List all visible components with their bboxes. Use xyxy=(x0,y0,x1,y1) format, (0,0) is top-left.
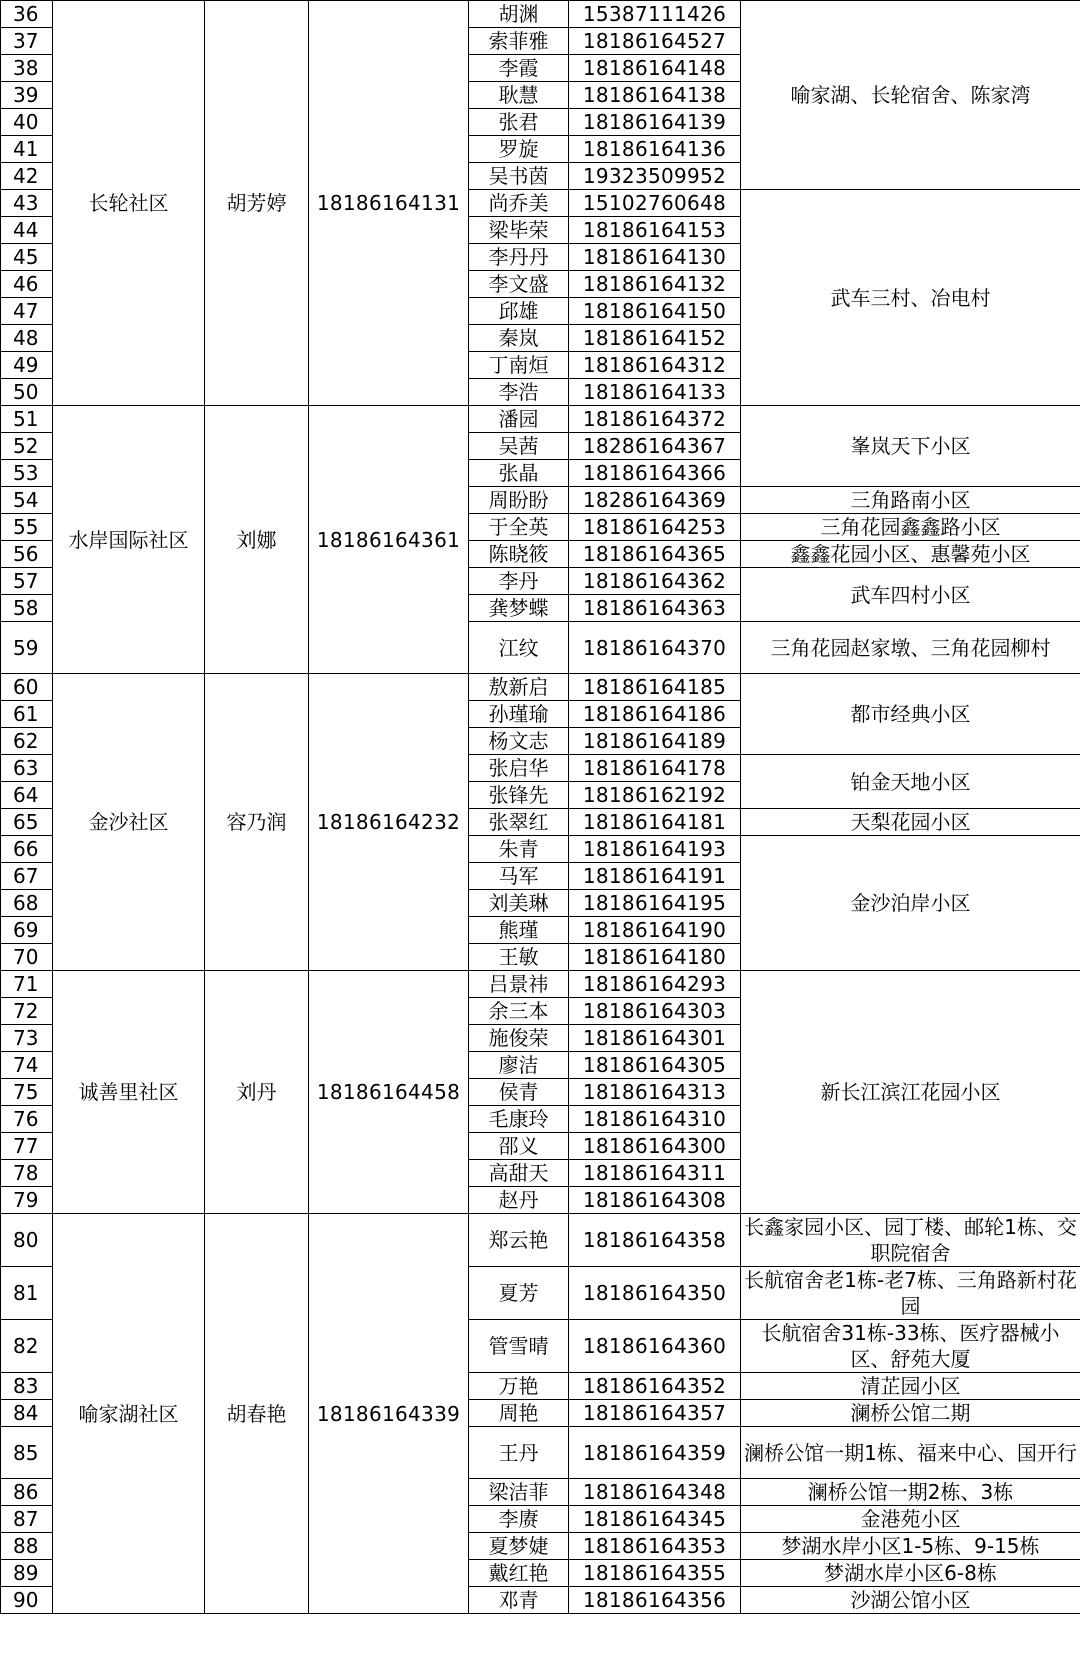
community-name: 喻家湖社区 xyxy=(53,1214,205,1614)
community-name: 水岸国际社区 xyxy=(53,406,205,674)
staff-name: 邱雄 xyxy=(469,298,569,325)
staff-phone: 18186164352 xyxy=(569,1373,741,1400)
row-number: 74 xyxy=(1,1052,53,1079)
staff-phone: 15102760648 xyxy=(569,190,741,217)
staff-phone: 18186164191 xyxy=(569,863,741,890)
row-number: 75 xyxy=(1,1079,53,1106)
staff-name: 丁南烜 xyxy=(469,352,569,379)
service-area: 天梨花园小区 xyxy=(741,809,1080,836)
staff-name: 秦岚 xyxy=(469,325,569,352)
community-name: 诚善里社区 xyxy=(53,971,205,1214)
leader-phone: 18186164361 xyxy=(309,406,469,674)
staff-phone: 18186164181 xyxy=(569,809,741,836)
staff-name: 毛康玲 xyxy=(469,1106,569,1133)
staff-phone: 18186164185 xyxy=(569,674,741,701)
staff-phone: 18186164360 xyxy=(569,1320,741,1373)
staff-name: 李文盛 xyxy=(469,271,569,298)
staff-phone: 18186164153 xyxy=(569,217,741,244)
staff-name: 周艳 xyxy=(469,1400,569,1427)
staff-phone: 18186164366 xyxy=(569,460,741,487)
staff-name: 张翠红 xyxy=(469,809,569,836)
staff-phone: 18186164359 xyxy=(569,1427,741,1479)
staff-name: 张锋先 xyxy=(469,782,569,809)
service-area: 金沙泊岸小区 xyxy=(741,836,1080,971)
row-number: 53 xyxy=(1,460,53,487)
row-number: 83 xyxy=(1,1373,53,1400)
staff-name: 高甜天 xyxy=(469,1160,569,1187)
row-number: 79 xyxy=(1,1187,53,1214)
table-body xyxy=(1,1,1080,1614)
leader-name: 刘娜 xyxy=(205,406,309,674)
staff-phone: 15387111426 xyxy=(569,1,741,28)
staff-name: 吴茜 xyxy=(469,433,569,460)
staff-name: 江纹 xyxy=(469,622,569,674)
staff-phone: 18186164195 xyxy=(569,890,741,917)
staff-name: 胡渊 xyxy=(469,1,569,28)
row-number: 88 xyxy=(1,1533,53,1560)
staff-phone: 18186164355 xyxy=(569,1560,741,1587)
staff-phone: 18186164186 xyxy=(569,701,741,728)
row-number: 54 xyxy=(1,487,53,514)
row-number: 89 xyxy=(1,1560,53,1587)
staff-name: 周盼盼 xyxy=(469,487,569,514)
staff-name: 孙瑾瑜 xyxy=(469,701,569,728)
staff-name: 戴红艳 xyxy=(469,1560,569,1587)
staff-phone: 18186164362 xyxy=(569,568,741,595)
row-number: 38 xyxy=(1,55,53,82)
service-area: 沙湖公馆小区 xyxy=(741,1587,1080,1614)
service-area: 武车三村、冶电村 xyxy=(741,190,1080,406)
staff-name: 施俊荣 xyxy=(469,1025,569,1052)
staff-name: 王丹 xyxy=(469,1427,569,1479)
staff-phone: 18186164308 xyxy=(569,1187,741,1214)
staff-name: 万艳 xyxy=(469,1373,569,1400)
staff-name: 梁洁菲 xyxy=(469,1479,569,1506)
service-area: 铂金天地小区 xyxy=(741,755,1080,809)
staff-phone: 18186164527 xyxy=(569,28,741,55)
staff-name: 潘园 xyxy=(469,406,569,433)
service-area: 长鑫家园小区、园丁楼、邮轮1栋、交职院宿舍 xyxy=(741,1214,1080,1267)
staff-name: 李丹丹 xyxy=(469,244,569,271)
staff-phone: 18186164293 xyxy=(569,971,741,998)
row-number: 78 xyxy=(1,1160,53,1187)
row-number: 76 xyxy=(1,1106,53,1133)
leader-phone: 18186164339 xyxy=(309,1214,469,1614)
leader-name: 胡春艳 xyxy=(205,1214,309,1614)
staff-name: 李浩 xyxy=(469,379,569,406)
staff-phone: 18186164310 xyxy=(569,1106,741,1133)
staff-phone: 18186164253 xyxy=(569,514,741,541)
row-number: 51 xyxy=(1,406,53,433)
staff-name: 耿慧 xyxy=(469,82,569,109)
row-number: 80 xyxy=(1,1214,53,1267)
staff-phone: 18186164178 xyxy=(569,755,741,782)
staff-phone: 18186164150 xyxy=(569,298,741,325)
staff-phone: 18186164357 xyxy=(569,1400,741,1427)
staff-name: 王敏 xyxy=(469,944,569,971)
staff-phone: 18186164180 xyxy=(569,944,741,971)
service-area: 长航宿舍老1栋-老7栋、三角路新村花园 xyxy=(741,1267,1080,1320)
staff-name: 吴书茵 xyxy=(469,163,569,190)
staff-name: 吕景祎 xyxy=(469,971,569,998)
staff-name: 罗旋 xyxy=(469,136,569,163)
row-number: 58 xyxy=(1,595,53,622)
staff-name: 刘美琳 xyxy=(469,890,569,917)
service-area: 都市经典小区 xyxy=(741,674,1080,755)
row-number: 52 xyxy=(1,433,53,460)
staff-phone: 18186164345 xyxy=(569,1506,741,1533)
staff-name: 张晶 xyxy=(469,460,569,487)
table-row xyxy=(1,971,1080,998)
leader-name: 胡芳婷 xyxy=(205,1,309,406)
staff-name: 于全英 xyxy=(469,514,569,541)
row-number: 40 xyxy=(1,109,53,136)
row-number: 86 xyxy=(1,1479,53,1506)
row-number: 68 xyxy=(1,890,53,917)
staff-phone: 18286164367 xyxy=(569,433,741,460)
staff-name: 邓青 xyxy=(469,1587,569,1614)
staff-phone: 18186164372 xyxy=(569,406,741,433)
staff-name: 李霞 xyxy=(469,55,569,82)
service-area: 梦湖水岸小区1-5栋、9-15栋 xyxy=(741,1533,1080,1560)
service-area: 三角路南小区 xyxy=(741,487,1080,514)
service-area: 新长江滨江花园小区 xyxy=(741,971,1080,1214)
staff-phone: 18186164358 xyxy=(569,1214,741,1267)
staff-name: 索菲雅 xyxy=(469,28,569,55)
staff-name: 管雪晴 xyxy=(469,1320,569,1373)
service-area: 鑫鑫花园小区、惠馨苑小区 xyxy=(741,541,1080,568)
service-area: 澜桥公馆一期1栋、福来中心、国开行 xyxy=(741,1427,1080,1479)
row-number: 43 xyxy=(1,190,53,217)
row-number: 66 xyxy=(1,836,53,863)
staff-phone: 19323509952 xyxy=(569,163,741,190)
staff-name: 朱青 xyxy=(469,836,569,863)
service-area: 三角花园赵家墩、三角花园柳村 xyxy=(741,622,1080,674)
row-number: 62 xyxy=(1,728,53,755)
leader-phone: 18186164232 xyxy=(309,674,469,971)
staff-phone: 18186164312 xyxy=(569,352,741,379)
row-number: 69 xyxy=(1,917,53,944)
service-area: 三角花园鑫鑫路小区 xyxy=(741,514,1080,541)
row-number: 44 xyxy=(1,217,53,244)
staff-name: 邵义 xyxy=(469,1133,569,1160)
staff-name: 李丹 xyxy=(469,568,569,595)
community-name: 金沙社区 xyxy=(53,674,205,971)
service-area: 武车四村小区 xyxy=(741,568,1080,622)
staff-phone: 18186164370 xyxy=(569,622,741,674)
staff-name: 赵丹 xyxy=(469,1187,569,1214)
leader-phone: 18186164131 xyxy=(309,1,469,406)
row-number: 60 xyxy=(1,674,53,701)
staff-name: 陈晓筱 xyxy=(469,541,569,568)
row-number: 71 xyxy=(1,971,53,998)
staff-name: 梁毕荣 xyxy=(469,217,569,244)
row-number: 56 xyxy=(1,541,53,568)
staff-phone: 18186164138 xyxy=(569,82,741,109)
table-row xyxy=(1,674,1080,701)
row-number: 73 xyxy=(1,1025,53,1052)
row-number: 64 xyxy=(1,782,53,809)
staff-phone: 18186164350 xyxy=(569,1267,741,1320)
service-area: 金港苑小区 xyxy=(741,1506,1080,1533)
leader-name: 刘丹 xyxy=(205,971,309,1214)
table-row xyxy=(1,1,1080,28)
row-number: 42 xyxy=(1,163,53,190)
row-number: 72 xyxy=(1,998,53,1025)
staff-name: 李赓 xyxy=(469,1506,569,1533)
row-number: 45 xyxy=(1,244,53,271)
staff-phone: 18186164365 xyxy=(569,541,741,568)
row-number: 46 xyxy=(1,271,53,298)
staff-phone: 18186164189 xyxy=(569,728,741,755)
staff-phone: 18186164348 xyxy=(569,1479,741,1506)
staff-phone: 18186164139 xyxy=(569,109,741,136)
row-number: 87 xyxy=(1,1506,53,1533)
staff-name: 杨文志 xyxy=(469,728,569,755)
service-area: 梦湖水岸小区6-8栋 xyxy=(741,1560,1080,1587)
staff-name: 龚梦蝶 xyxy=(469,595,569,622)
row-number: 63 xyxy=(1,755,53,782)
row-number: 41 xyxy=(1,136,53,163)
staff-phone: 18186164311 xyxy=(569,1160,741,1187)
staff-name: 马军 xyxy=(469,863,569,890)
leader-name: 容乃润 xyxy=(205,674,309,971)
row-number: 50 xyxy=(1,379,53,406)
staff-phone: 18186164363 xyxy=(569,595,741,622)
staff-phone: 18186164313 xyxy=(569,1079,741,1106)
row-number: 47 xyxy=(1,298,53,325)
staff-phone: 18186164193 xyxy=(569,836,741,863)
staff-name: 张君 xyxy=(469,109,569,136)
row-number: 70 xyxy=(1,944,53,971)
staff-name: 敖新启 xyxy=(469,674,569,701)
leader-phone: 18186164458 xyxy=(309,971,469,1214)
service-area: 澜桥公馆二期 xyxy=(741,1400,1080,1427)
community-name: 长轮社区 xyxy=(53,1,205,406)
staff-phone: 18186164190 xyxy=(569,917,741,944)
staff-phone: 18186164130 xyxy=(569,244,741,271)
row-number: 59 xyxy=(1,622,53,674)
service-area: 长航宿舍31栋-33栋、医疗器械小区、舒苑大厦 xyxy=(741,1320,1080,1373)
service-area: 清芷园小区 xyxy=(741,1373,1080,1400)
staff-name: 熊瑾 xyxy=(469,917,569,944)
staff-phone: 18186164300 xyxy=(569,1133,741,1160)
staff-phone: 18186164133 xyxy=(569,379,741,406)
staff-phone: 18186164305 xyxy=(569,1052,741,1079)
staff-phone: 18186164303 xyxy=(569,998,741,1025)
row-number: 36 xyxy=(1,1,53,28)
staff-phone: 18286164369 xyxy=(569,487,741,514)
table-row xyxy=(1,406,1080,433)
row-number: 55 xyxy=(1,514,53,541)
staff-name: 尚乔美 xyxy=(469,190,569,217)
staff-phone: 18186164152 xyxy=(569,325,741,352)
staff-name: 张启华 xyxy=(469,755,569,782)
staff-phone: 18186162192 xyxy=(569,782,741,809)
row-number: 81 xyxy=(1,1267,53,1320)
row-number: 82 xyxy=(1,1320,53,1373)
row-number: 49 xyxy=(1,352,53,379)
staff-phone: 18186164356 xyxy=(569,1587,741,1614)
staff-phone: 18186164301 xyxy=(569,1025,741,1052)
staff-phone: 18186164132 xyxy=(569,271,741,298)
staff-phone: 18186164353 xyxy=(569,1533,741,1560)
row-number: 84 xyxy=(1,1400,53,1427)
staff-name: 廖洁 xyxy=(469,1052,569,1079)
staff-name: 余三本 xyxy=(469,998,569,1025)
staff-phone: 18186164148 xyxy=(569,55,741,82)
row-number: 65 xyxy=(1,809,53,836)
staff-phone: 18186164136 xyxy=(569,136,741,163)
staff-name: 郑云艳 xyxy=(469,1214,569,1267)
service-area: 喻家湖、长轮宿舍、陈家湾 xyxy=(741,1,1080,190)
service-area: 峯岚天下小区 xyxy=(741,406,1080,487)
row-number: 85 xyxy=(1,1427,53,1479)
staff-name: 夏芳 xyxy=(469,1267,569,1320)
row-number: 48 xyxy=(1,325,53,352)
service-area: 澜桥公馆一期2栋、3栋 xyxy=(741,1479,1080,1506)
row-number: 37 xyxy=(1,28,53,55)
row-number: 39 xyxy=(1,82,53,109)
staff-name: 夏梦婕 xyxy=(469,1533,569,1560)
row-number: 57 xyxy=(1,568,53,595)
table-row xyxy=(1,1214,1080,1267)
row-number: 90 xyxy=(1,1587,53,1614)
row-number: 77 xyxy=(1,1133,53,1160)
row-number: 61 xyxy=(1,701,53,728)
row-number: 67 xyxy=(1,863,53,890)
staff-name: 侯青 xyxy=(469,1079,569,1106)
